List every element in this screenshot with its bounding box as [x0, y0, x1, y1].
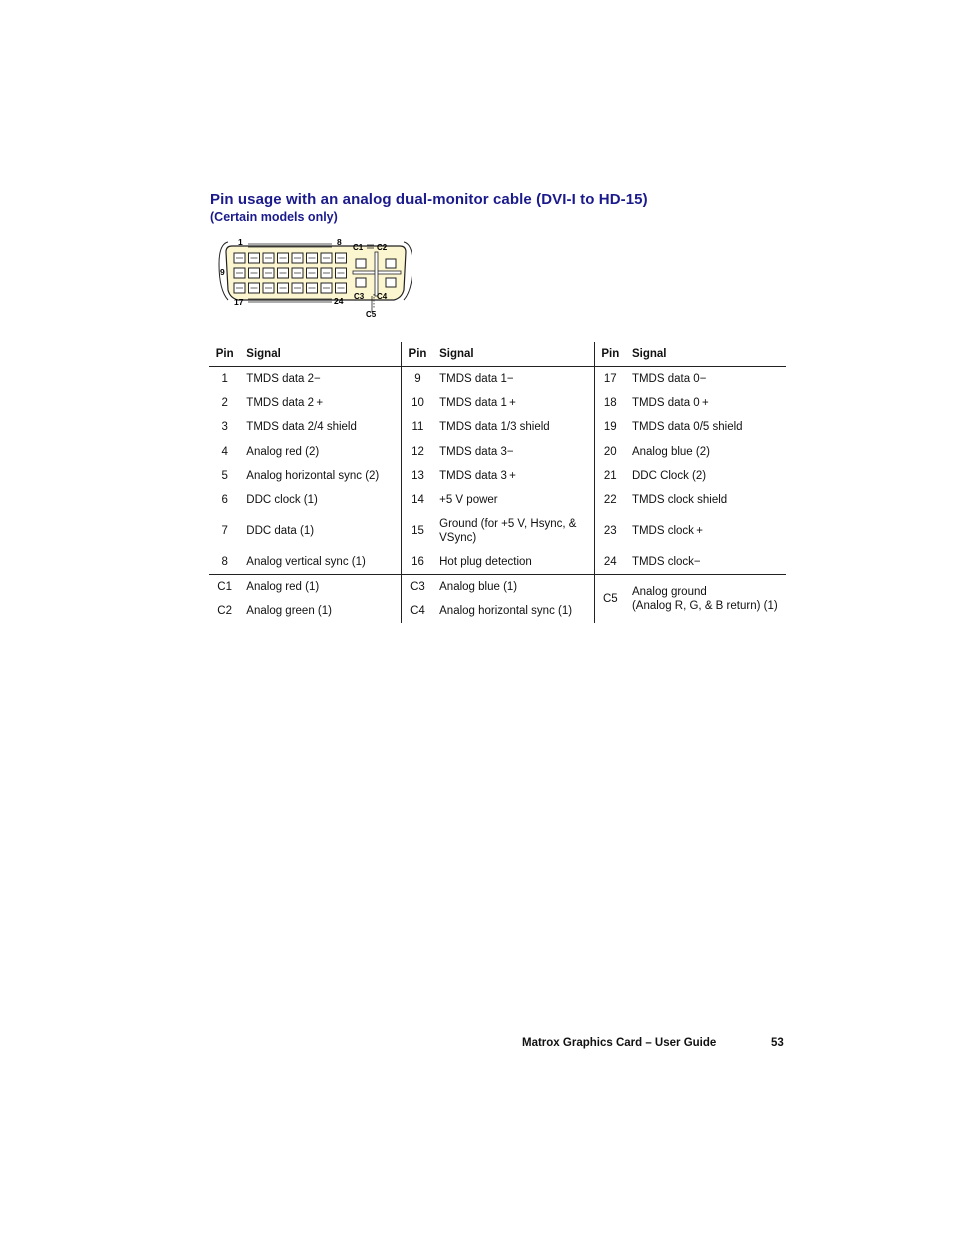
signal-cell: TMDS data 0 + [631, 396, 709, 409]
signal-cell: Hot plug detection [439, 556, 532, 569]
pin-cell: 20 [594, 439, 626, 463]
signal-cell: TMDS data 3 + [439, 469, 516, 482]
table-row [209, 488, 786, 512]
signal-cell: TMDS data 0− [631, 372, 707, 385]
header-signal: Signal [433, 342, 594, 367]
pin-cell: C5 [594, 575, 626, 623]
pin-cell: 2 [221, 396, 228, 409]
pin-cell: 3 [221, 421, 228, 434]
table-row [209, 464, 786, 488]
pin-cell: 6 [221, 494, 228, 507]
pin-cell: 10 [401, 391, 433, 415]
page-number: 53 [771, 1037, 784, 1049]
signal-cell: TMDS data 0/5 shield [631, 421, 743, 434]
pin-cell: 22 [594, 488, 626, 512]
signal-cell: TMDS clock + [631, 525, 703, 538]
signal-cell: TMDS clock− [631, 556, 701, 569]
pin-cell: 21 [594, 464, 626, 488]
label-c3: C3 [354, 292, 365, 301]
header-pin: Pin [594, 342, 626, 367]
header-signal: Signal [626, 342, 786, 367]
pin-cell: 13 [401, 464, 433, 488]
signal-cell: DDC clock (1) [246, 494, 318, 507]
header-pin: Pin [401, 342, 433, 367]
pin-cell: 8 [221, 556, 228, 569]
pin-cell: 18 [594, 391, 626, 415]
label-c4: C4 [377, 292, 388, 301]
table-row [209, 550, 786, 574]
signal-cell: TMDS data 1 + [439, 396, 516, 409]
table-row [209, 575, 786, 600]
signal-cell: DDC Clock (2) [631, 469, 707, 482]
label-pin8: 8 [337, 237, 342, 247]
pin-cell: 9 [401, 367, 433, 391]
signal-cell: Analog red (1) [240, 575, 401, 600]
signal-cell: Analog green (1) [246, 605, 332, 618]
label-pin1: 1 [238, 237, 243, 247]
signal-cell: Analog horizontal sync (2) [246, 469, 380, 482]
pin-cell: 12 [401, 439, 433, 463]
pin-cell: 16 [401, 550, 433, 574]
signal-cell: TMDS clock shield [631, 494, 728, 507]
signal-cell: Analog blue (2) [631, 445, 710, 458]
pin-cell: 23 [594, 512, 626, 550]
pin-cell: C2 [217, 605, 232, 618]
pin-cell: 14 [401, 488, 433, 512]
label-pin9: 9 [220, 267, 225, 277]
pin-signal-table [209, 342, 786, 623]
table-row [209, 439, 786, 463]
signal-cell: TMDS data 3− [439, 445, 514, 458]
signal-cell: Ground (for +5 V, Hsync, & VSync) [439, 518, 577, 545]
signal-cell: Analog vertical sync (1) [246, 556, 366, 569]
pin-cell: 5 [221, 469, 228, 482]
table-row [209, 415, 786, 439]
pin-cell: 1 [221, 372, 228, 385]
pin-cell: 11 [401, 415, 433, 439]
header-pin: Pin [209, 342, 240, 367]
signal-cell: TMDS data 2− [246, 372, 321, 385]
table-header-row [209, 342, 786, 367]
dvi-connector-diagram [216, 234, 412, 324]
signal-cell: Analog red (2) [246, 445, 320, 458]
signal-cell-c5 [626, 575, 786, 623]
pin-cell: C4 [401, 600, 433, 623]
signal-cell: TMDS data 2 + [246, 396, 324, 409]
pin-cell: 7 [221, 525, 228, 538]
section-title: Pin usage with an analog dual-monitor cable (DVI-I to HD-15) [210, 191, 648, 208]
table-row [209, 512, 786, 550]
section-subtitle: (Certain models only) [210, 210, 338, 224]
signal-cell: DDC data (1) [246, 525, 315, 538]
signal-cell: Analog blue (1) [433, 575, 594, 600]
label-c1: C1 [353, 243, 364, 252]
signal-c5-line2: (Analog R, G, & B return) (1) [631, 599, 778, 612]
signal-cell: TMDS data 2/4 shield [246, 421, 357, 434]
label-c2: C2 [377, 243, 388, 252]
table-row [209, 367, 786, 391]
pin-cell: 4 [221, 445, 228, 458]
signal-cell: TMDS data 1/3 shield [439, 421, 550, 434]
table-body [209, 367, 786, 575]
pin-cell: C1 [209, 575, 240, 600]
footer-title: Matrox Graphics Card – User Guide [522, 1037, 717, 1049]
table-row [209, 391, 786, 415]
pin-cell: 17 [594, 367, 626, 391]
signal-cell: TMDS data 1− [439, 372, 514, 385]
signal-cell: Analog horizontal sync (1) [439, 605, 573, 618]
signal-c5-line1: Analog ground [631, 585, 707, 598]
label-pin24: 24 [334, 296, 344, 306]
label-c5: C5 [366, 310, 377, 319]
signal-cell: +5 V power [439, 494, 498, 507]
pin-cell: C3 [401, 575, 433, 600]
label-pin17: 17 [234, 297, 244, 307]
header-signal: Signal [240, 342, 401, 367]
pin-cell: 24 [594, 550, 626, 574]
c-pin-rows [209, 575, 786, 623]
pin-cell: 19 [594, 415, 626, 439]
pin-cell: 15 [401, 512, 433, 550]
